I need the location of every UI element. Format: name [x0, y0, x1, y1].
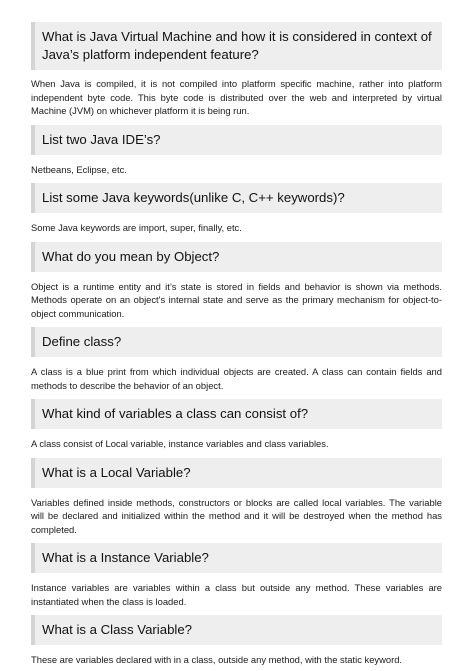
question-heading: What is a Instance Variable?	[31, 543, 442, 573]
faq-item-local-variable	[31, 458, 442, 537]
question-heading: What is a Local Variable?	[31, 458, 442, 488]
question-heading: List some Java keywords(unlike C, C++ keywords)?	[31, 183, 442, 213]
question-heading: Define class?	[31, 327, 442, 357]
answer-text: Variables defined inside methods, constructors or blocks are called local variables. The variable will be declared and initialized within the method and it will be destroyed when the method has completed.	[31, 496, 442, 535]
question-heading: List two Java IDE’s?	[31, 125, 442, 155]
faq-item-class	[31, 327, 442, 392]
answer-text: Netbeans, Eclipse, etc.	[31, 163, 127, 175]
question-heading: What do you mean by Object?	[31, 242, 442, 272]
question-heading: What is a Class Variable?	[31, 615, 442, 645]
answer-text: When Java is compiled, it is not compiled into platform specific machine, rather into platform independent byte code. This byte code is distributed over the web and interpreted by virtual Machine (JVM) on whichever platform it is being run.	[31, 78, 442, 116]
question-heading: What kind of variables a class can consist of?	[31, 399, 442, 429]
question-heading: What is Java Virtual Machine and how it is considered in context of Java’s platform independent feature?	[31, 22, 442, 70]
answer-text: A class is a blue print from which individual objects are created. A class can contain fields and methods to describe the behavior of an object.	[31, 366, 442, 391]
answer-text: Object is a runtime entity and it’s state is stored in fields and behavior is shown via methods. Methods operate on an object's internal state and serve as the primary mechanism for object-to-object communication.	[31, 280, 442, 319]
faq-item-object	[31, 242, 442, 321]
faq-item-keywords	[31, 183, 442, 235]
faq-page	[31, 22, 442, 667]
answer-text: Instance variables are variables within a class but outside any method. These variables are instantiated when the class is loaded.	[31, 582, 442, 607]
answer-text: Some Java keywords are import, super, finally, etc.	[31, 222, 242, 233]
faq-item-jvm	[31, 22, 442, 118]
faq-item-variable-kinds	[31, 399, 442, 451]
answer-text: A class consist of Local variable, instance variables and class variables.	[31, 438, 329, 449]
faq-item-ides	[31, 125, 442, 177]
answer-text: These are variables declared with in a class, outside any method, with the static keyword.	[31, 654, 403, 665]
faq-item-class-variable	[31, 615, 442, 667]
faq-item-instance-variable	[31, 543, 442, 608]
